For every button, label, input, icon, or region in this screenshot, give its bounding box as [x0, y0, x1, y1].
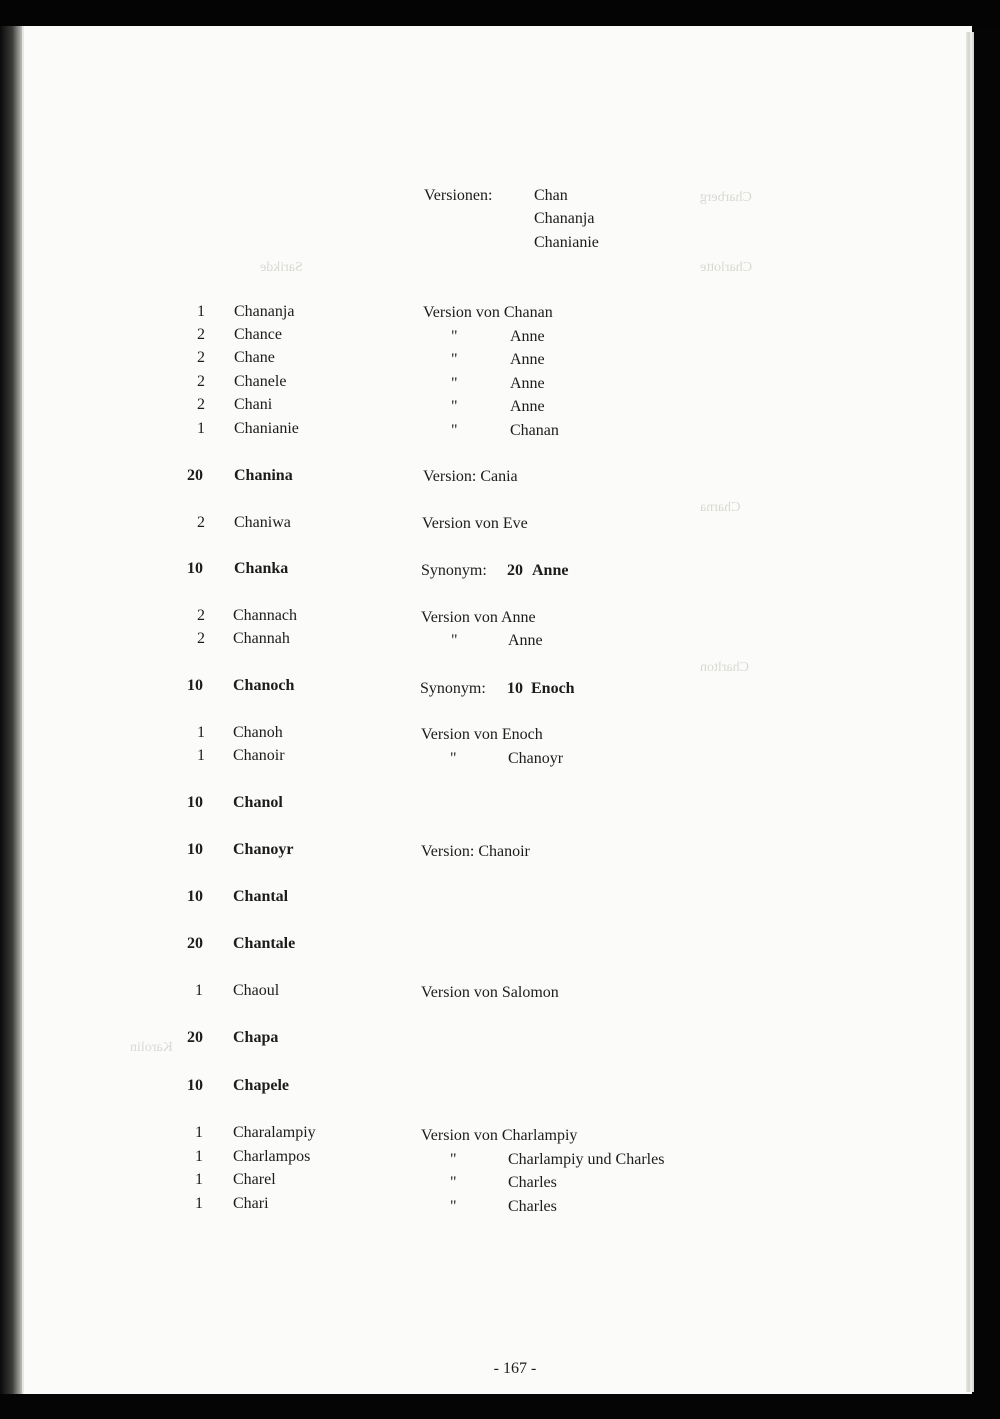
- entry-number: 10: [187, 794, 203, 811]
- entry-name: Chanka: [234, 560, 289, 577]
- entry-relation: Chanan: [510, 422, 559, 439]
- entry-name: Channach: [233, 607, 297, 624]
- entry-relation: Chanoyr: [508, 750, 564, 767]
- entry-name: Channah: [233, 630, 290, 647]
- entry-number: 2: [197, 514, 205, 531]
- ditto-mark: ": [450, 1198, 457, 1215]
- entry-relation: Charles: [508, 1198, 557, 1215]
- scan-top-border: [0, 0, 1000, 26]
- entry-number: 1: [195, 1124, 203, 1141]
- synonym-number: 10: [507, 680, 523, 697]
- entry-relation: Version von Salomon: [421, 984, 559, 1001]
- entry-name: Chane: [234, 349, 275, 366]
- entry-name: Chani: [234, 396, 273, 413]
- entry-relation: Anne: [510, 375, 545, 392]
- entry-relation: Enoch: [531, 680, 575, 697]
- entry-relation: Anne: [510, 328, 545, 345]
- entry-number: 1: [197, 420, 205, 437]
- ditto-mark: ": [451, 375, 458, 392]
- entry-number: 10: [187, 1077, 203, 1094]
- page-edge: [966, 32, 974, 1392]
- entry-name: Chananja: [234, 303, 295, 320]
- versions-header-value: Chan: [534, 187, 568, 204]
- entry-relation: Charlampiy und Charles: [508, 1151, 665, 1168]
- entry-name: Charlampos: [233, 1148, 311, 1165]
- entry-number: 2: [197, 630, 205, 647]
- entry-name: Charel: [233, 1171, 276, 1188]
- entry-relation: Version: Chanoir: [421, 843, 530, 860]
- entry-number: 2: [197, 373, 205, 390]
- entry-relation: Version von Enoch: [421, 726, 543, 743]
- entry-number: 2: [197, 326, 205, 343]
- entry-number: 20: [187, 1029, 203, 1046]
- entry-number: 1: [197, 724, 205, 741]
- ditto-mark: ": [451, 351, 458, 368]
- show-through-ghost: Karolin: [130, 1040, 173, 1055]
- entry-relation: Version von Chanan: [423, 304, 553, 321]
- show-through-ghost: Charlotte: [700, 260, 753, 275]
- versions-header-label: Versionen:: [424, 187, 493, 204]
- ditto-mark: ": [450, 1151, 457, 1168]
- synonym-label: Synonym:: [420, 680, 486, 697]
- entry-name: Chantal: [233, 888, 289, 905]
- entry-name: Chanol: [233, 794, 283, 811]
- entry-name: Chanoh: [233, 724, 283, 741]
- entry-relation: Anne: [508, 632, 543, 649]
- show-through-ghost: Charlton: [700, 660, 749, 675]
- entry-name: Chanele: [234, 373, 287, 390]
- ditto-mark: ": [451, 398, 458, 415]
- entry-number: 1: [195, 1171, 203, 1188]
- ditto-mark: ": [451, 422, 458, 439]
- entry-name: Chanoir: [233, 747, 285, 764]
- entry-name: Chanoch: [233, 677, 295, 694]
- ditto-mark: ": [451, 328, 458, 345]
- entry-name: Chaniwa: [234, 514, 291, 531]
- synonym-number: 20: [507, 562, 523, 579]
- show-through-ghost: Charberg: [700, 190, 752, 205]
- ditto-mark: ": [451, 632, 458, 649]
- entry-name: Chance: [234, 326, 282, 343]
- entry-name: Chaoul: [233, 982, 280, 999]
- versions-header-value: Chananja: [534, 210, 595, 227]
- entry-name: Chapa: [233, 1029, 279, 1046]
- entry-name: Chanina: [234, 467, 293, 484]
- entry-number: 1: [195, 1148, 203, 1165]
- entry-relation: Version von Anne: [421, 609, 536, 626]
- book-spine-shadow: [0, 26, 22, 1394]
- entry-number: 10: [187, 888, 203, 905]
- show-through-ghost: Sarikde: [260, 260, 303, 275]
- page-number: - 167 -: [493, 1360, 537, 1377]
- entry-number: 10: [187, 677, 203, 694]
- entry-number: 1: [197, 747, 205, 764]
- ditto-mark: ": [450, 1174, 457, 1191]
- entry-relation: Version von Eve: [422, 515, 528, 532]
- entry-number: 20: [187, 467, 203, 484]
- entry-relation: Anne: [510, 398, 545, 415]
- entry-number: 1: [195, 982, 203, 999]
- entry-name: Chari: [233, 1195, 269, 1212]
- entry-number: 10: [187, 841, 203, 858]
- entry-name: Charalampiy: [233, 1124, 316, 1141]
- entry-relation: Anne: [532, 562, 569, 579]
- synonym-label: Synonym:: [421, 562, 487, 579]
- entry-number: 1: [197, 303, 205, 320]
- entry-name: Chanianie: [234, 420, 299, 437]
- entry-number: 2: [197, 349, 205, 366]
- entry-relation: Version: Cania: [423, 468, 518, 485]
- entry-name: Chanoyr: [233, 841, 294, 858]
- entry-number: 20: [187, 935, 203, 952]
- entry-name: Chapele: [233, 1077, 289, 1094]
- show-through-ghost: Charna: [700, 500, 741, 515]
- ditto-mark: ": [450, 750, 457, 767]
- entry-relation: Anne: [510, 351, 545, 368]
- entry-relation: Version von Charlampiy: [421, 1127, 578, 1144]
- entry-number: 2: [197, 607, 205, 624]
- entry-number: 1: [195, 1195, 203, 1212]
- entry-number: 2: [197, 396, 205, 413]
- versions-header-value: Chanianie: [534, 234, 599, 251]
- entry-name: Chantale: [233, 935, 296, 952]
- entry-number: 10: [187, 560, 203, 577]
- entry-relation: Charles: [508, 1174, 557, 1191]
